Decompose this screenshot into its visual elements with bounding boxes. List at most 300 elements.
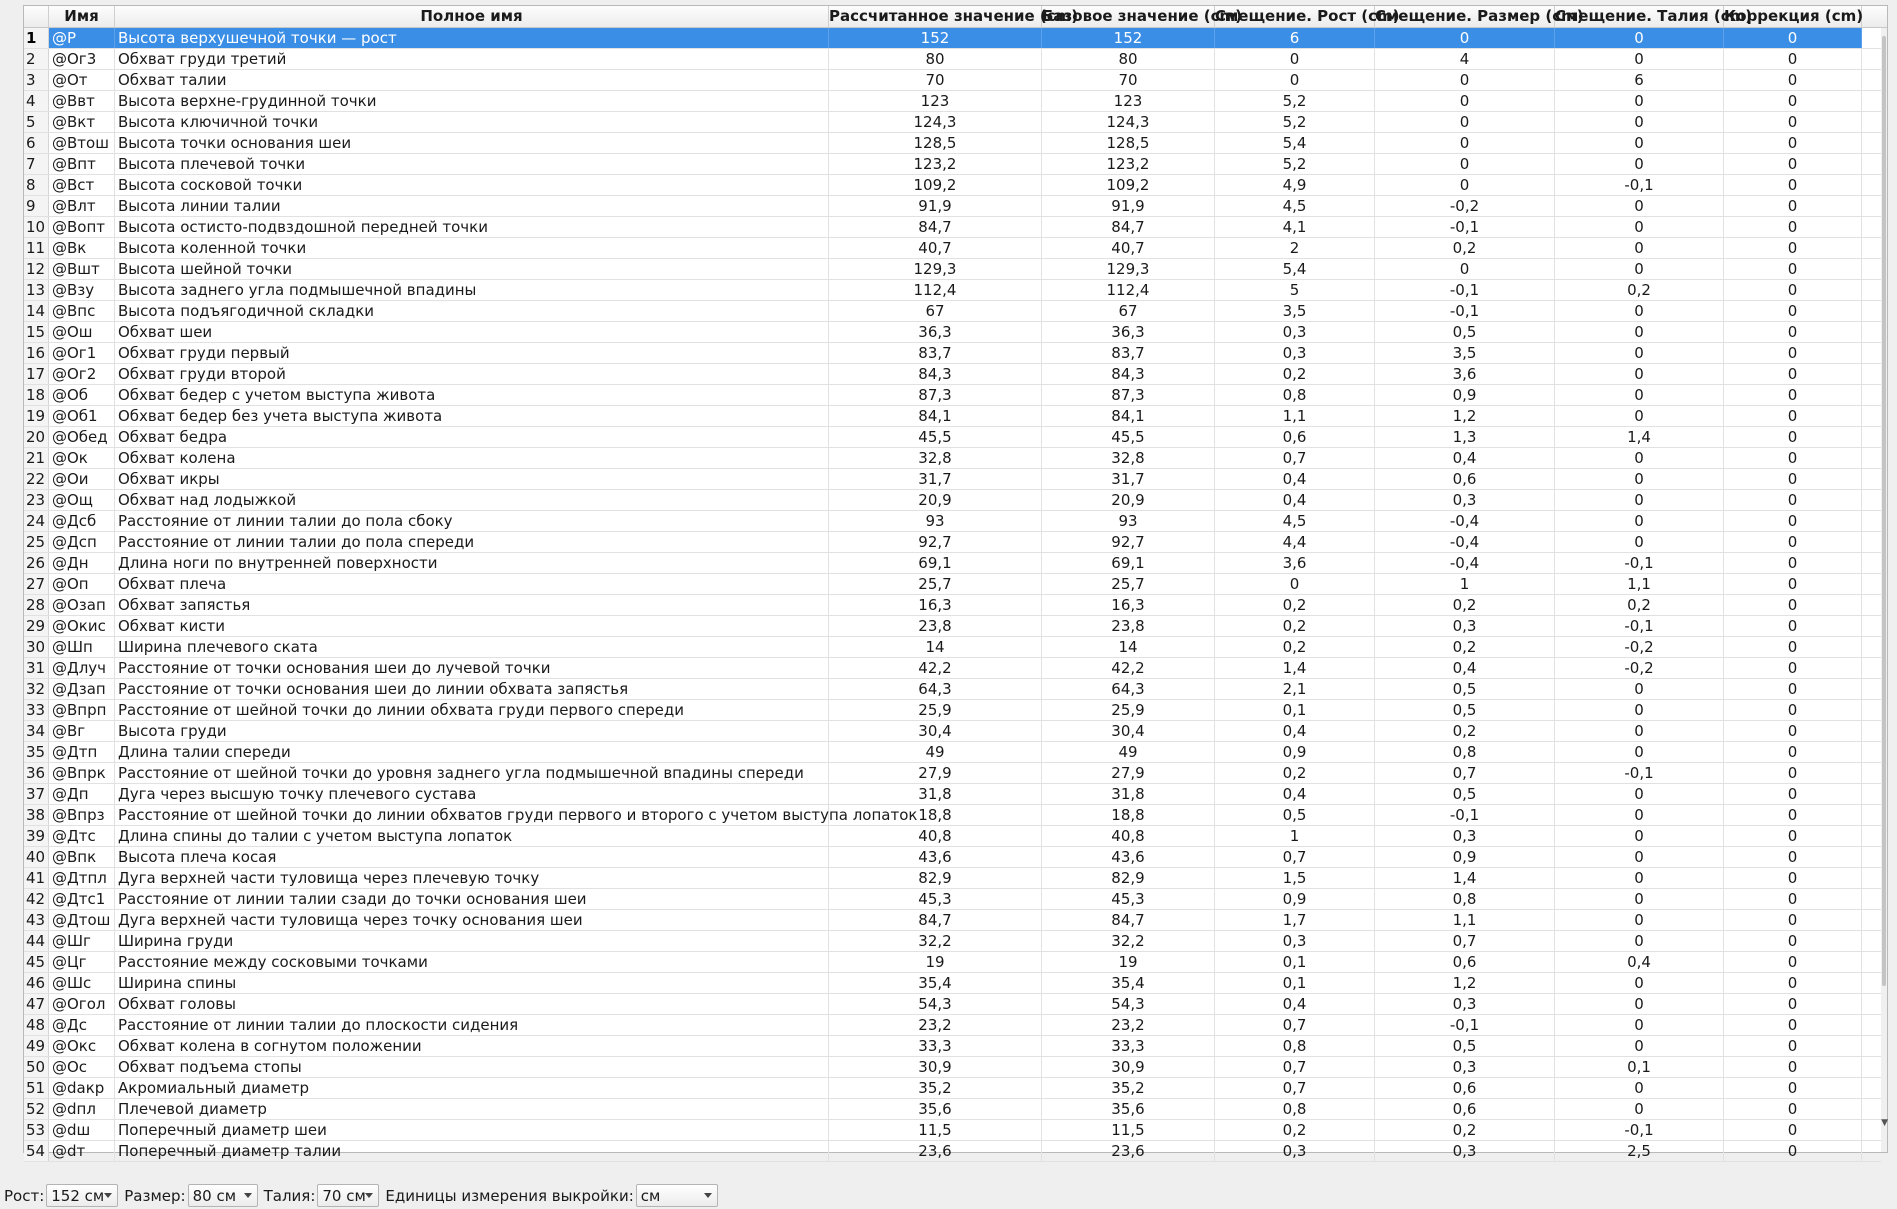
table-row[interactable] (24, 406, 1881, 427)
height-shift[interactable]: 0,3 (1215, 343, 1375, 363)
measurement-name[interactable]: @Дсб (49, 511, 115, 531)
height-shift[interactable]: 1,1 (1215, 406, 1375, 426)
correction[interactable]: 0 (1724, 595, 1862, 615)
measurement-name[interactable]: @Длуч (49, 658, 115, 678)
height-shift[interactable]: 3,5 (1215, 301, 1375, 321)
correction[interactable]: 0 (1724, 175, 1862, 195)
height-shift[interactable]: 0,4 (1215, 721, 1375, 741)
base-value[interactable]: 69,1 (1042, 553, 1215, 573)
correction[interactable]: 0 (1724, 1120, 1862, 1140)
correction[interactable]: 0 (1724, 343, 1862, 363)
calculated-value[interactable]: 49 (829, 742, 1042, 762)
correction[interactable]: 0 (1724, 973, 1862, 993)
base-value[interactable]: 33,3 (1042, 1036, 1215, 1056)
table-row[interactable] (24, 1078, 1881, 1099)
base-value[interactable]: 84,1 (1042, 406, 1215, 426)
measurement-name[interactable]: @Оп (49, 574, 115, 594)
base-value[interactable]: 31,7 (1042, 469, 1215, 489)
size-shift[interactable]: 0 (1375, 70, 1555, 90)
calculated-value[interactable]: 23,6 (829, 1141, 1042, 1161)
calculated-value[interactable]: 109,2 (829, 175, 1042, 195)
calculated-value[interactable]: 91,9 (829, 196, 1042, 216)
calculated-value[interactable]: 80 (829, 49, 1042, 69)
measurement-full-name[interactable]: Дуга верхней части туловища через точку основания шеи (115, 910, 829, 930)
correction[interactable]: 0 (1724, 1057, 1862, 1077)
base-value[interactable]: 45,3 (1042, 889, 1215, 909)
measurement-full-name[interactable]: Обхват груди третий (115, 49, 829, 69)
size-shift[interactable]: 1,1 (1375, 910, 1555, 930)
size-shift[interactable]: 0,4 (1375, 658, 1555, 678)
calculated-value[interactable]: 128,5 (829, 133, 1042, 153)
table-row[interactable] (24, 280, 1881, 301)
calculated-value[interactable]: 27,9 (829, 763, 1042, 783)
height-shift[interactable]: 0,1 (1215, 973, 1375, 993)
row-number[interactable]: 44 (24, 931, 49, 951)
size-shift[interactable]: -0,1 (1375, 217, 1555, 237)
correction[interactable]: 0 (1724, 112, 1862, 132)
correction-header[interactable]: Коррекция (cm) (1724, 7, 1864, 25)
row-number[interactable]: 15 (24, 322, 49, 342)
calculated-value[interactable]: 40,8 (829, 826, 1042, 846)
measurement-full-name[interactable]: Обхват бедер с учетом выступа живота (115, 385, 829, 405)
size-shift[interactable]: 0 (1375, 175, 1555, 195)
height-shift[interactable]: 0 (1215, 70, 1375, 90)
measurement-name[interactable]: @Впт (49, 154, 115, 174)
waist-shift[interactable]: 2,5 (1555, 1141, 1724, 1161)
base-value[interactable]: 43,6 (1042, 847, 1215, 867)
calculated-value[interactable]: 42,2 (829, 658, 1042, 678)
correction[interactable]: 0 (1724, 889, 1862, 909)
row-number[interactable]: 32 (24, 679, 49, 699)
waist-shift[interactable]: 0 (1555, 28, 1724, 48)
correction[interactable]: 0 (1724, 574, 1862, 594)
table-row[interactable] (24, 595, 1881, 616)
correction[interactable]: 0 (1724, 952, 1862, 972)
height-shift[interactable]: 0,2 (1215, 616, 1375, 636)
measurement-full-name[interactable]: Расстояние от шейной точки до линии обхвата груди первого спереди (115, 700, 829, 720)
table-row[interactable] (24, 553, 1881, 574)
waist-shift[interactable]: 0 (1555, 889, 1724, 909)
measurement-full-name[interactable]: Обхват подъема стопы (115, 1057, 829, 1077)
measurement-full-name[interactable]: Расстояние от шейной точки до линии обхватов груди первого и второго с учетом выступа лопаток (115, 805, 829, 825)
measurement-name[interactable]: @Ог1 (49, 343, 115, 363)
measurement-full-name[interactable]: Обхват плеча (115, 574, 829, 594)
table-row[interactable] (24, 721, 1881, 742)
measurement-name[interactable]: @Озап (49, 595, 115, 615)
table-row[interactable] (24, 70, 1881, 91)
correction[interactable]: 0 (1724, 238, 1862, 258)
row-number[interactable]: 20 (24, 427, 49, 447)
measurement-name[interactable]: @Обед (49, 427, 115, 447)
waist-shift[interactable]: -0,1 (1555, 616, 1724, 636)
calculated-value[interactable]: 35,6 (829, 1099, 1042, 1119)
waist-shift[interactable]: 0 (1555, 742, 1724, 762)
waist-shift[interactable]: 1,1 (1555, 574, 1724, 594)
row-number[interactable]: 8 (24, 175, 49, 195)
correction[interactable]: 0 (1724, 406, 1862, 426)
measurement-name[interactable]: @От (49, 70, 115, 90)
calculated-value[interactable]: 64,3 (829, 679, 1042, 699)
base-value[interactable]: 128,5 (1042, 133, 1215, 153)
correction[interactable]: 0 (1724, 679, 1862, 699)
measurement-full-name[interactable]: Расстояние от точки основания шеи до лучевой точки (115, 658, 829, 678)
height-shift[interactable]: 0,7 (1215, 1078, 1375, 1098)
height-shift[interactable]: 4,9 (1215, 175, 1375, 195)
waist-shift[interactable]: 0 (1555, 364, 1724, 384)
base-value[interactable]: 64,3 (1042, 679, 1215, 699)
table-row[interactable] (24, 133, 1881, 154)
measurement-full-name[interactable]: Расстояние от линии талии до пола сбоку (115, 511, 829, 531)
table-body[interactable] (24, 28, 1881, 1160)
waist-shift[interactable]: 0 (1555, 385, 1724, 405)
table-row[interactable] (24, 658, 1881, 679)
measurement-name[interactable]: @Шс (49, 973, 115, 993)
base-value-header[interactable]: Базовое значение (cm) (1042, 7, 1242, 25)
size-shift[interactable]: 0,3 (1375, 616, 1555, 636)
row-number[interactable]: 38 (24, 805, 49, 825)
measurement-name[interactable]: @Цг (49, 952, 115, 972)
height-shift[interactable]: 0,3 (1215, 1141, 1375, 1161)
calculated-value[interactable]: 35,4 (829, 973, 1042, 993)
row-number[interactable]: 19 (24, 406, 49, 426)
calculated-value[interactable]: 70 (829, 70, 1042, 90)
measurement-name[interactable]: @Ог2 (49, 364, 115, 384)
row-number[interactable]: 36 (24, 763, 49, 783)
measurement-name[interactable]: @dпл (49, 1099, 115, 1119)
size-shift[interactable]: 0,7 (1375, 931, 1555, 951)
calculated-value[interactable]: 14 (829, 637, 1042, 657)
name-header[interactable]: Имя (49, 6, 115, 27)
waist-shift[interactable]: 0 (1555, 826, 1724, 846)
measurement-name[interactable]: @Шг (49, 931, 115, 951)
measurement-name[interactable]: @Огол (49, 994, 115, 1014)
base-value[interactable]: 152 (1042, 28, 1215, 48)
row-number[interactable]: 23 (24, 490, 49, 510)
row-number[interactable]: 28 (24, 595, 49, 615)
measurement-name[interactable]: @Шп (49, 637, 115, 657)
row-number[interactable]: 54 (24, 1141, 49, 1161)
measurement-full-name[interactable]: Обхват шеи (115, 322, 829, 342)
table-row[interactable] (24, 91, 1881, 112)
height-shift[interactable]: 4,1 (1215, 217, 1375, 237)
table-row[interactable] (24, 1099, 1881, 1120)
size-shift[interactable]: 0 (1375, 28, 1555, 48)
height-shift[interactable]: 0,4 (1215, 994, 1375, 1014)
base-value[interactable]: 35,4 (1042, 973, 1215, 993)
measurement-name[interactable]: @Ос (49, 1057, 115, 1077)
height-shift[interactable]: 0,3 (1215, 322, 1375, 342)
table-row[interactable] (24, 1120, 1881, 1141)
base-value[interactable]: 84,7 (1042, 910, 1215, 930)
base-value[interactable]: 23,8 (1042, 616, 1215, 636)
measurement-name[interactable]: @Вк (49, 238, 115, 258)
correction[interactable]: 0 (1724, 553, 1862, 573)
measurement-full-name[interactable]: Плечевой диаметр (115, 1099, 829, 1119)
measurement-name[interactable]: @Ок (49, 448, 115, 468)
row-number[interactable]: 30 (24, 637, 49, 657)
calculated-value[interactable]: 20,9 (829, 490, 1042, 510)
waist-shift[interactable]: 0 (1555, 259, 1724, 279)
calculated-value[interactable]: 83,7 (829, 343, 1042, 363)
calculated-value[interactable]: 123 (829, 91, 1042, 111)
size-shift[interactable]: 0,2 (1375, 238, 1555, 258)
height-combobox[interactable] (46, 1184, 118, 1207)
measurements-table[interactable] (23, 5, 1888, 1160)
correction[interactable]: 0 (1724, 427, 1862, 447)
calculated-value[interactable]: 43,6 (829, 847, 1042, 867)
height-shift[interactable]: 4,4 (1215, 532, 1375, 552)
base-value[interactable]: 112,4 (1042, 280, 1215, 300)
measurement-full-name[interactable]: Обхват бедер без учета выступа живота (115, 406, 829, 426)
correction[interactable]: 0 (1724, 532, 1862, 552)
size-shift[interactable]: 0 (1375, 259, 1555, 279)
measurement-full-name[interactable]: Высота линии талии (115, 196, 829, 216)
waist-shift[interactable]: 0 (1555, 322, 1724, 342)
row-number[interactable]: 17 (24, 364, 49, 384)
measurement-name[interactable]: @dш (49, 1120, 115, 1140)
measurement-full-name[interactable]: Обхват талии (115, 70, 829, 90)
measurement-full-name[interactable]: Высота верхне-грудинной точки (115, 91, 829, 111)
measurement-full-name[interactable]: Обхват кисти (115, 616, 829, 636)
table-row[interactable] (24, 259, 1881, 280)
measurement-name[interactable]: @Дсп (49, 532, 115, 552)
base-value[interactable]: 16,3 (1042, 595, 1215, 615)
scrollbar-thumb[interactable] (1882, 36, 1886, 986)
waist-shift[interactable]: 0 (1555, 196, 1724, 216)
waist-shift[interactable]: 0 (1555, 406, 1724, 426)
waist-shift[interactable]: 1,4 (1555, 427, 1724, 447)
waist-shift[interactable]: -0,1 (1555, 553, 1724, 573)
size-shift[interactable]: 3,5 (1375, 343, 1555, 363)
waist-shift[interactable]: 0 (1555, 679, 1724, 699)
calculated-value[interactable]: 35,2 (829, 1078, 1042, 1098)
row-number[interactable]: 9 (24, 196, 49, 216)
correction[interactable]: 0 (1724, 1036, 1862, 1056)
correction[interactable]: 0 (1724, 259, 1862, 279)
base-value[interactable]: 87,3 (1042, 385, 1215, 405)
height-shift[interactable]: 4,5 (1215, 196, 1375, 216)
row-number-header[interactable] (24, 6, 49, 27)
correction[interactable]: 0 (1724, 826, 1862, 846)
waist-shift[interactable]: 0 (1555, 448, 1724, 468)
correction[interactable]: 0 (1724, 868, 1862, 888)
height-shift[interactable]: 0,9 (1215, 742, 1375, 762)
row-number[interactable]: 49 (24, 1036, 49, 1056)
measurement-full-name[interactable]: Поперечный диаметр шеи (115, 1120, 829, 1140)
measurement-full-name[interactable]: Длина спины до талии с учетом выступа лопаток (115, 826, 829, 846)
full-name-header[interactable]: Полное имя (115, 6, 829, 27)
base-value[interactable]: 54,3 (1042, 994, 1215, 1014)
row-number[interactable]: 48 (24, 1015, 49, 1035)
calculated-value[interactable]: 84,3 (829, 364, 1042, 384)
size-shift[interactable]: -0,4 (1375, 511, 1555, 531)
base-value[interactable]: 70 (1042, 70, 1215, 90)
measurement-full-name[interactable]: Высота остисто-подвздошной передней точки (115, 217, 829, 237)
table-row[interactable] (24, 784, 1881, 805)
measurement-name[interactable]: @Дтс (49, 826, 115, 846)
waist-shift[interactable]: 0 (1555, 1036, 1724, 1056)
waist-shift[interactable]: 0,1 (1555, 1057, 1724, 1077)
base-value[interactable]: 35,6 (1042, 1099, 1215, 1119)
correction[interactable]: 0 (1724, 448, 1862, 468)
calculated-value[interactable]: 33,3 (829, 1036, 1042, 1056)
table-row[interactable] (24, 952, 1881, 973)
calculated-value[interactable]: 45,5 (829, 427, 1042, 447)
height-shift[interactable]: 5 (1215, 280, 1375, 300)
table-row[interactable] (24, 637, 1881, 658)
calculated-value[interactable]: 23,8 (829, 616, 1042, 636)
measurement-full-name[interactable]: Высота плеча косая (115, 847, 829, 867)
size-shift[interactable]: 0,6 (1375, 1078, 1555, 1098)
size-shift[interactable]: 0,3 (1375, 994, 1555, 1014)
base-value[interactable]: 27,9 (1042, 763, 1215, 783)
height-shift[interactable]: 0,9 (1215, 889, 1375, 909)
table-row[interactable] (24, 805, 1881, 826)
measurement-name[interactable]: @Впрк (49, 763, 115, 783)
row-number[interactable]: 26 (24, 553, 49, 573)
waist-shift[interactable]: 0 (1555, 784, 1724, 804)
measurement-name[interactable]: @Вкт (49, 112, 115, 132)
calculated-value[interactable]: 31,7 (829, 469, 1042, 489)
row-number[interactable]: 12 (24, 259, 49, 279)
row-number[interactable]: 6 (24, 133, 49, 153)
table-row[interactable] (24, 511, 1881, 532)
calculated-value[interactable]: 112,4 (829, 280, 1042, 300)
calculated-value[interactable]: 54,3 (829, 994, 1042, 1014)
calculated-value[interactable]: 92,7 (829, 532, 1042, 552)
calculated-value[interactable]: 124,3 (829, 112, 1042, 132)
height-shift[interactable]: 0,2 (1215, 364, 1375, 384)
waist-shift[interactable]: -0,1 (1555, 763, 1724, 783)
table-row[interactable] (24, 994, 1881, 1015)
correction[interactable]: 0 (1724, 196, 1862, 216)
measurement-name[interactable]: @Окис (49, 616, 115, 636)
waist-shift[interactable]: -0,2 (1555, 637, 1724, 657)
table-row[interactable] (24, 217, 1881, 238)
correction[interactable]: 0 (1724, 805, 1862, 825)
calculated-value[interactable]: 67 (829, 301, 1042, 321)
size-shift[interactable]: 0,2 (1375, 637, 1555, 657)
row-number[interactable]: 11 (24, 238, 49, 258)
size-shift[interactable]: 4 (1375, 49, 1555, 69)
correction[interactable]: 0 (1724, 280, 1862, 300)
height-shift[interactable]: 2,1 (1215, 679, 1375, 699)
correction[interactable]: 0 (1724, 994, 1862, 1014)
waist-shift[interactable]: 0 (1555, 931, 1724, 951)
calculated-value[interactable]: 93 (829, 511, 1042, 531)
calculated-value[interactable]: 18,8 (829, 805, 1042, 825)
row-number[interactable]: 52 (24, 1099, 49, 1119)
measurement-full-name[interactable]: Обхват головы (115, 994, 829, 1014)
measurement-full-name[interactable]: Расстояние от линии талии сзади до точки основания шеи (115, 889, 829, 909)
size-shift[interactable]: -0,4 (1375, 553, 1555, 573)
base-value[interactable]: 123,2 (1042, 154, 1215, 174)
row-number[interactable]: 21 (24, 448, 49, 468)
waist-shift[interactable]: 0 (1555, 973, 1724, 993)
measurement-full-name[interactable]: Высота заднего угла подмышечной впадины (115, 280, 829, 300)
measurement-full-name[interactable]: Акромиальный диаметр (115, 1078, 829, 1098)
base-value[interactable]: 129,3 (1042, 259, 1215, 279)
base-value[interactable]: 36,3 (1042, 322, 1215, 342)
correction[interactable]: 0 (1724, 154, 1862, 174)
measurement-full-name[interactable]: Высота сосковой точки (115, 175, 829, 195)
row-number[interactable]: 43 (24, 910, 49, 930)
base-value[interactable]: 19 (1042, 952, 1215, 972)
size-shift[interactable]: 0,5 (1375, 784, 1555, 804)
calculated-value[interactable]: 25,7 (829, 574, 1042, 594)
measurement-full-name[interactable]: Обхват груди второй (115, 364, 829, 384)
size-shift[interactable]: 0 (1375, 91, 1555, 111)
base-value[interactable]: 84,3 (1042, 364, 1215, 384)
measurement-full-name[interactable]: Высота шейной точки (115, 259, 829, 279)
waist-shift[interactable]: 0 (1555, 721, 1724, 741)
correction[interactable]: 0 (1724, 742, 1862, 762)
measurement-name[interactable]: @Дн (49, 553, 115, 573)
correction[interactable]: 0 (1724, 658, 1862, 678)
size-shift[interactable]: 0,3 (1375, 1141, 1555, 1161)
correction[interactable]: 0 (1724, 1078, 1862, 1098)
measurement-full-name[interactable]: Обхват колена (115, 448, 829, 468)
measurement-name[interactable]: @Втош (49, 133, 115, 153)
calculated-value[interactable]: 84,7 (829, 217, 1042, 237)
table-row[interactable] (24, 868, 1881, 889)
height-shift[interactable]: 3,6 (1215, 553, 1375, 573)
table-row[interactable] (24, 910, 1881, 931)
waist-shift-header[interactable]: Смещение. Талия (cm) (1555, 7, 1753, 25)
size-shift[interactable]: 0,2 (1375, 721, 1555, 741)
measurement-full-name[interactable]: Расстояние от линии талии до пола спереди (115, 532, 829, 552)
correction[interactable]: 0 (1724, 217, 1862, 237)
measurement-name[interactable]: @Впрз (49, 805, 115, 825)
size-shift[interactable]: 1,2 (1375, 406, 1555, 426)
measurement-full-name[interactable]: Расстояние между сосковыми точками (115, 952, 829, 972)
table-row[interactable] (24, 574, 1881, 595)
table-row[interactable] (24, 742, 1881, 763)
base-value[interactable]: 42,2 (1042, 658, 1215, 678)
correction[interactable]: 0 (1724, 784, 1862, 804)
measurement-full-name[interactable]: Расстояние от линии талии до плоскости сидения (115, 1015, 829, 1035)
height-shift[interactable]: 0,7 (1215, 1057, 1375, 1077)
correction[interactable]: 0 (1724, 133, 1862, 153)
size-combobox[interactable] (188, 1184, 258, 1207)
height-shift[interactable]: 0,5 (1215, 805, 1375, 825)
size-shift[interactable]: -0,1 (1375, 280, 1555, 300)
size-shift[interactable]: 0,8 (1375, 742, 1555, 762)
measurement-full-name[interactable]: Ширина плечевого ската (115, 637, 829, 657)
measurement-full-name[interactable]: Дуга верхней части туловища через плечевую точку (115, 868, 829, 888)
height-shift[interactable]: 1,7 (1215, 910, 1375, 930)
height-shift[interactable]: 1,4 (1215, 658, 1375, 678)
row-number[interactable]: 22 (24, 469, 49, 489)
base-value[interactable]: 83,7 (1042, 343, 1215, 363)
table-row[interactable] (24, 154, 1881, 175)
correction[interactable]: 0 (1724, 637, 1862, 657)
size-shift[interactable]: 3,6 (1375, 364, 1555, 384)
size-shift[interactable]: 0,5 (1375, 700, 1555, 720)
waist-shift[interactable]: 0 (1555, 910, 1724, 930)
base-value[interactable]: 11,5 (1042, 1120, 1215, 1140)
calculated-value[interactable]: 69,1 (829, 553, 1042, 573)
calculated-value[interactable]: 84,7 (829, 910, 1042, 930)
table-row[interactable] (24, 1036, 1881, 1057)
table-row[interactable] (24, 889, 1881, 910)
measurement-full-name[interactable]: Дуга через высшую точку плечевого сустава (115, 784, 829, 804)
row-number[interactable]: 39 (24, 826, 49, 846)
measurement-name[interactable]: @Р (49, 28, 115, 48)
row-number[interactable]: 50 (24, 1057, 49, 1077)
measurement-name[interactable]: @Ог3 (49, 49, 115, 69)
waist-shift[interactable]: 0 (1555, 112, 1724, 132)
